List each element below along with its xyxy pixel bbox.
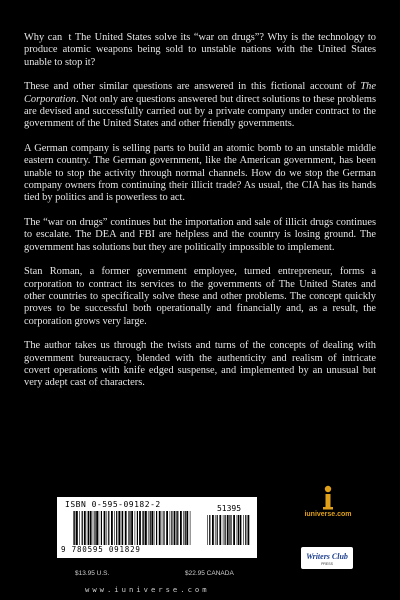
barcode-bar [166, 511, 168, 545]
barcode-bar [180, 511, 182, 545]
blurb-paragraph-4: The “war on drugs” continues but the importation and sale of illicit drugs continues to escalate. The DEA and FBI are helpless and the country is losing ground. The government has solutions but they are politically impossible to implement. [24, 216, 376, 253]
barcode-bar [176, 511, 177, 545]
barcode-bar [229, 515, 230, 545]
barcode-bar [227, 515, 229, 545]
barcode-box [57, 497, 257, 558]
iuniverse-logo [298, 484, 358, 524]
barcode-bar [215, 515, 216, 545]
barcode-bar [243, 515, 244, 545]
barcode-bar [88, 511, 89, 545]
barcode-bar [129, 511, 130, 545]
isbn-label: ISBN 0-595-09182-2 [65, 500, 161, 509]
barcode-bar [148, 511, 149, 545]
barcode-bar [111, 511, 113, 545]
writers-club-logo [301, 547, 353, 569]
barcode-bar [174, 511, 176, 545]
barcode-bar [96, 511, 98, 545]
barcode-bar [219, 515, 221, 545]
barcode-bar [94, 511, 95, 545]
barcode-bar [186, 511, 188, 545]
iuniverse-logo-text: iuniverse.com [304, 511, 352, 518]
iuniverse-logo-icon [298, 484, 358, 512]
barcode-bar [128, 511, 129, 545]
blurb-paragraph-3: A German company is selling parts to build an atomic bomb to an unstable middle eastern country. The German government, like the American government, has been unable to stop the activity through normal channels. How do we stop the German company owners from continuing their illicit trade? As usual, the CIA has its hands tied by politics and is powerless to act. [24, 142, 376, 204]
barcode-bar [93, 511, 94, 545]
blurb-paragraph-2 [24, 81, 376, 131]
barcode-bar [108, 511, 109, 545]
book-title-italic: The Corporation [24, 81, 376, 105]
barcode-bar [84, 511, 86, 545]
barcode-bar [114, 511, 115, 545]
barcode-bar [233, 515, 235, 545]
barcode-bar [73, 511, 74, 545]
barcode-bar [104, 511, 106, 545]
barcode-bar [121, 511, 122, 545]
barcode-bar [163, 511, 164, 545]
barcode-bar [209, 515, 210, 545]
barcode-bar [76, 511, 78, 545]
barcode-bar [150, 511, 151, 545]
barcode-bar [145, 511, 147, 545]
barcode-bar [142, 511, 143, 545]
barcode-bar [225, 515, 226, 545]
ean-number: 9 780595 091829 [61, 545, 141, 554]
barcode-bar [137, 511, 138, 545]
barcode-bar [223, 515, 224, 545]
barcode-bar [156, 511, 157, 545]
barcode-bar [154, 511, 155, 545]
barcode-bar [185, 511, 186, 545]
price-us: $13.95 U.S. [75, 570, 110, 577]
barcode-bar [143, 511, 144, 545]
barcode-bar [171, 511, 172, 545]
barcode-bar [79, 511, 80, 545]
barcode-bar [230, 515, 231, 545]
barcode-bar [131, 511, 133, 545]
barcode-bar [139, 511, 141, 545]
barcode-bar [151, 511, 153, 545]
barcode-bar [240, 515, 242, 545]
barcode-bar [82, 511, 83, 545]
blurb-paragraph-6: The author takes us through the twists and turns of the concepts of dealing with government bureaucracy, blended with the authenticity and realism of intricate covert operations with knife edged suspense, and implemented by an unusual but very adept cast of characters. [24, 340, 376, 389]
back-cover-blurb [24, 32, 376, 402]
barcode-bar [87, 511, 88, 545]
barcode-bar [212, 515, 214, 545]
blurb-paragraph-1: Why cant The United States solve its “war on drugs”? Why is the technology to produce atomic weapons being sold to unstable nations with the United States unable to stop it? [24, 32, 376, 68]
barcode-bar [170, 511, 171, 545]
barcode-bar [162, 511, 163, 545]
barcode-bar [99, 511, 100, 545]
blurb-p2-before: These and other similar questions are answered in this fictional account of [24, 81, 361, 93]
barcode-bar [116, 511, 117, 545]
addon-barcode [207, 515, 251, 545]
barcode-bar [190, 511, 191, 545]
price-canada: $22.95 CANADA [185, 570, 234, 577]
barcode-bar [245, 515, 246, 545]
barcode-bar [125, 511, 127, 545]
website-url: www.iuniverse.com [85, 585, 210, 594]
barcode-bar [183, 511, 184, 545]
barcode-bar [238, 515, 239, 545]
writers-club-text: Writers Club [306, 552, 348, 561]
barcode-bar [90, 511, 92, 545]
barcode-bar [217, 515, 218, 545]
ean-barcode [73, 511, 193, 545]
barcode-bar [159, 511, 161, 545]
barcode-bar [107, 511, 108, 545]
barcode-bar [122, 511, 123, 545]
addon-number: 51395 [216, 504, 242, 513]
barcode-bar [237, 515, 238, 545]
barcode-bar [135, 511, 136, 545]
barcode-bar [207, 515, 208, 545]
writers-club-sub: PRESS [321, 562, 333, 566]
blurb-paragraph-5: Stan Roman, a former government employee, turned entrepreneur, forms a corporation to contract its services to the governments of The United States and other countries to specifically solve these and other problems. The concept quickly proves to be successful both operationally and financially and, as a result, the corporation grows very large. [24, 266, 376, 327]
barcode-bar [101, 511, 102, 545]
blurb-p2-after: . Not only are questions answered but direct solutions to these problems are devised and successfully carried out by a private company under contract to the government of the United States and other friendly governments. [24, 93, 376, 130]
barcode-bar [118, 511, 120, 545]
barcode-bar [74, 511, 75, 545]
barcode-bar [177, 511, 178, 545]
barcode-bar [248, 515, 250, 545]
